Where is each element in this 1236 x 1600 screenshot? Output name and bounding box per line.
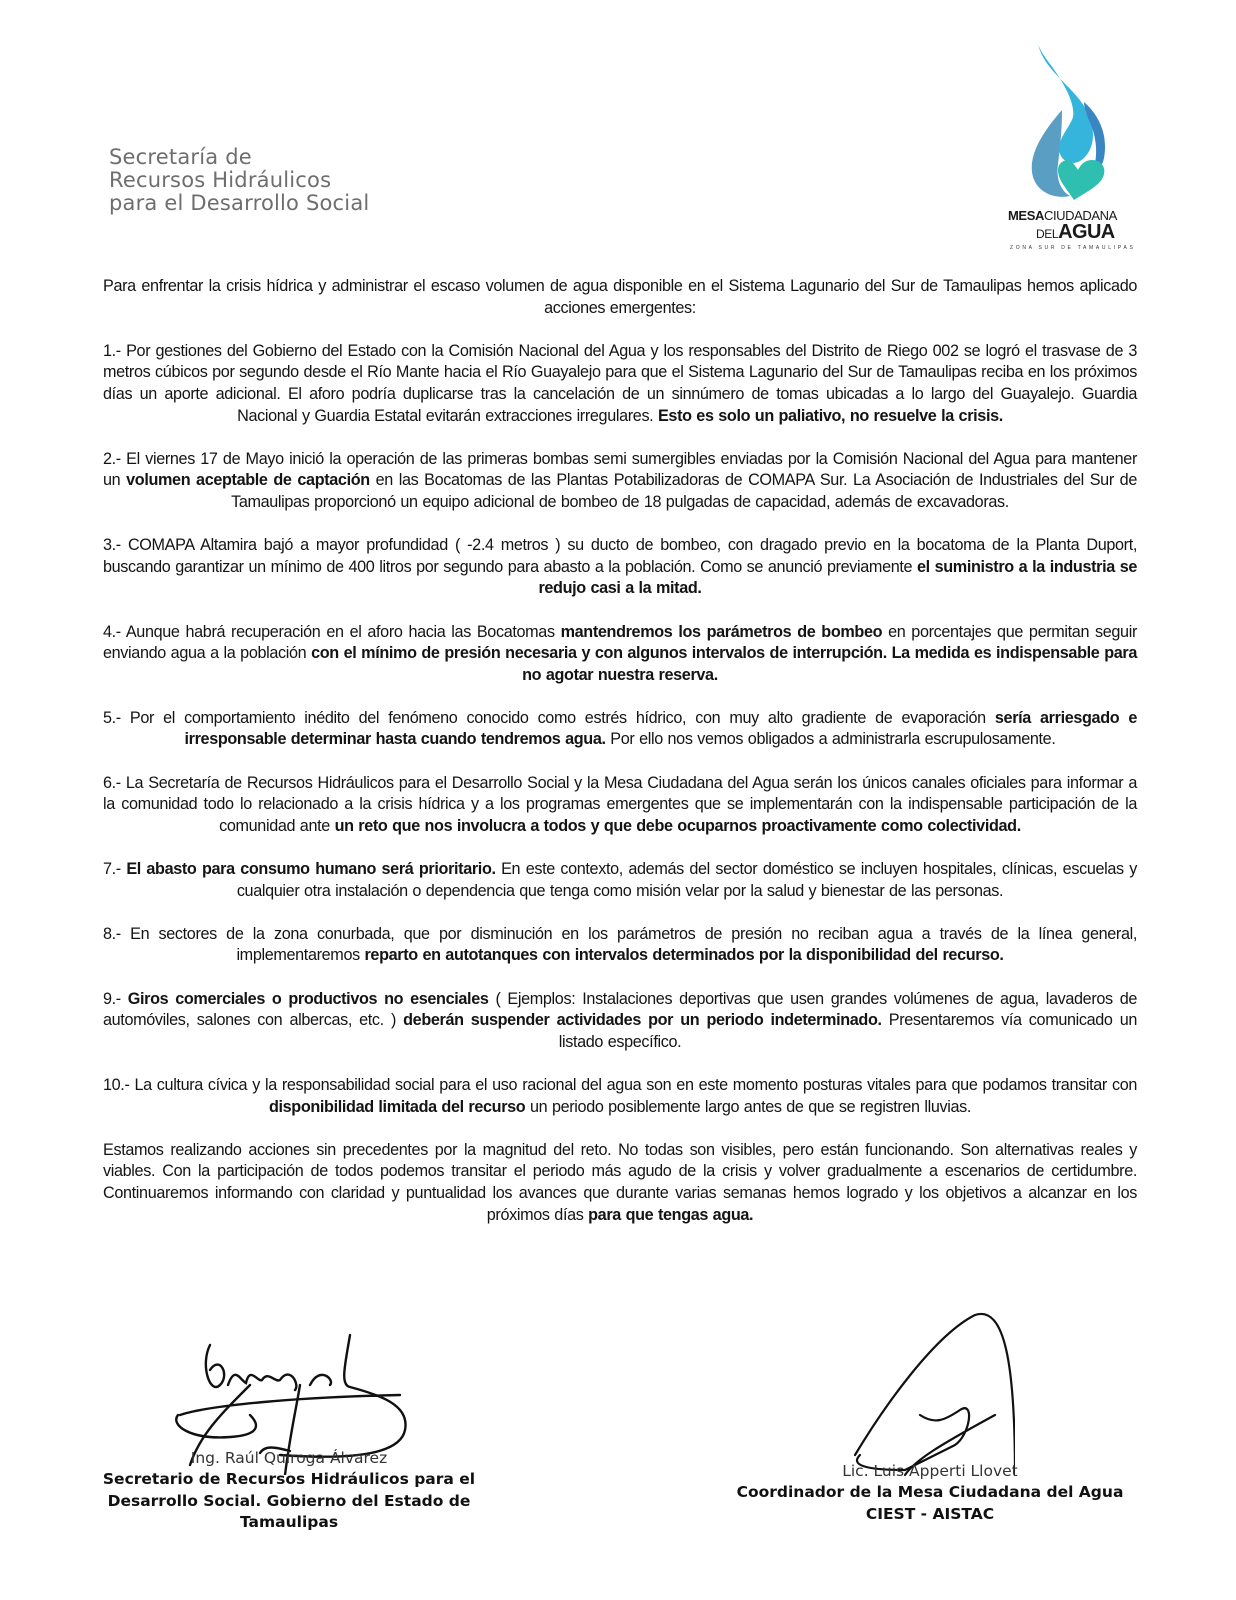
bold-text-segment: el suministro a la industria se redujo casi a la mitad.	[538, 557, 1138, 598]
bold-text-segment: Esto es solo un paliativo, no resuelve la crisis.	[657, 406, 1003, 425]
text-segment: Para enfrentar la crisis hídrica y administrar el escaso volumen de agua disponible en el Sistema Lagunario del Sur de Tamaulipas hemos aplicado acciones emergentes:	[103, 277, 1137, 317]
text-segment: Presentaremos vía comunicado un listado específico.	[558, 1011, 1138, 1051]
action-item-3	[103, 535, 1137, 600]
text-segment: en porcentajes que permitan seguir enviando agua a la población	[103, 622, 1137, 663]
intro-paragraph	[103, 276, 1137, 319]
bold-text-segment: El abasto para consumo humano será prioritario.	[126, 860, 496, 879]
text-segment: 1.- Por gestiones del Gobierno del Estado con la Comisión Nacional del Agua y los responsables del Distrito de Riego 002 se logró el trasvase de 3 metros cúbicos por segundo desde el Río Mante hacia el Río Guayalejo para que el Sistema Lagunario del Sur de Tamaulipas reciba en los próximos días un aporte adicional. El aforo podría duplicarse tras la cancelación de un sinnúmero de tomas ubicadas a lo largo del Guayalejo. Guardia Nacional y Guardia Estatal evitarán extracciones irregulares.	[103, 341, 1137, 425]
signatory-name-right: Lic. Luis Apperti Llovet	[842, 1462, 1018, 1480]
text-segment: un periodo posiblemente largo antes de que se registren lluvias.	[525, 1097, 972, 1116]
bold-text-segment: deberán suspender actividades por un periodo indeterminado.	[403, 1011, 882, 1030]
logo-agua: AGUA	[1058, 221, 1115, 243]
text-segment: 6.- La Secretaría de Recursos Hidráulicos para el Desarrollo Social y la Mesa Ciudadana del Agua serán los únicos canales oficiales para informar a la comunidad todo lo relacionado a la crisis hídrica y a los programas emergentes que se implementarán con la indispensable participación de la comunidad ante	[103, 773, 1137, 835]
text-segment: ( Ejemplos: Instalaciones deportivas que usen grandes volúmenes de agua, lavaderos de automóviles, salones con albercas, etc. )	[103, 989, 1138, 1030]
text-segment: 10.- La cultura cívica y la responsabilidad social para el uso racional del agua son en este momento posturas vitales para que podamos transitar con	[103, 1075, 1137, 1094]
mesa-ciudadana-logo	[1000, 40, 1140, 255]
logo-tagline: ZONA SUR DE TAMAULIPAS	[1010, 245, 1136, 251]
bold-text-segment: mantendremos los parámetros de bombeo	[560, 622, 883, 641]
text-segment: En este contexto, además del sector doméstico se incluyen hospitales, clínicas, escuelas y cualquier otra instalación o dependencia que tenga como misión velar por la salud y bienestar de las personas.	[236, 860, 1137, 900]
action-item-6	[103, 773, 1137, 838]
text-segment: Estamos realizando acciones sin precedentes por la magnitud del reto. No todas son visibles, pero están funcionando. Son alternativas reales y viables. Con la participación de todos podemos transitar el periodo más agudo de la crisis y volver gradualmente a escenarios de certidumbre. Continuaremos informando con claridad y puntualidad los avances que durante varias semanas hemos logrado y los objetivos a alcanzar en los próximos días	[103, 1140, 1137, 1224]
action-item-1	[103, 341, 1137, 427]
signatory-title-left-2: Desarrollo Social. Gobierno del Estado de	[107, 1491, 471, 1510]
organization-name	[109, 146, 369, 215]
closing-paragraph	[103, 1140, 1137, 1226]
text-segment: 5.- Por el comportamiento inédito del fenómeno conocido como estrés hídrico, con muy alto gradiente de evaporación	[103, 708, 995, 727]
logo-line-2	[1036, 221, 1115, 244]
bold-text-segment: disponibilidad limitada del recurso	[268, 1097, 526, 1116]
bold-text-segment: reparto en autotanques con intervalos determinados por la disponibilidad del recurso.	[364, 946, 1004, 965]
signatory-title-right-1: Coordinador de la Mesa Ciudadana del Agua	[736, 1483, 1124, 1501]
text-segment: 8.- En sectores de la zona conurbada, que por disminución en los parámetros de presión no reciban agua a través de la línea general, implementaremos	[103, 924, 1137, 965]
text-segment: en las Bocatomas de las Plantas Potabilizadoras de COMAPA Sur. La Asociación de Industriales del Sur de Tamaulipas proporcionó un equipo adicional de bombeo de 18 pulgadas de capacidad, además de excavadoras.	[231, 471, 1137, 511]
action-item-5	[103, 708, 1137, 751]
org-line-1: Secretaría de	[109, 145, 252, 169]
action-item-2	[103, 449, 1137, 514]
action-item-7	[103, 859, 1137, 902]
bold-text-segment: sería arriesgado e irresponsable determinar hasta cuando tendremos agua.	[184, 708, 1138, 749]
bold-text-segment: para que tengas agua.	[588, 1205, 754, 1224]
signature-right-stroke	[855, 1314, 1015, 1475]
text-segment: 4.- Aunque habrá recuperación en el aforo hacia las Bocatomas	[103, 622, 561, 641]
signatory-title-right-2: CIEST - AISTAC	[865, 1504, 995, 1523]
text-segment: Por ello nos vemos obligados a administrarla escrupulosamente.	[605, 730, 1056, 749]
text-segment: 3.- COMAPA Altamira bajó a mayor profundidad ( -2.4 metros ) su ducto de bombeo, con dragado previo en la bocatoma de la Planta Duport, buscando garantizar un mínimo de 400 litros por segundo para abasto a la población. Como se anunció previamente	[103, 536, 1137, 576]
signatory-title-left-3: Tamaulipas	[239, 1513, 339, 1531]
text-segment: 7.-	[103, 860, 127, 879]
org-line-2: Recursos Hidráulicos	[109, 168, 332, 192]
text-segment: 9.-	[103, 989, 128, 1008]
org-line-3: para el Desarrollo Social	[109, 191, 370, 215]
bold-text-segment: Giros comerciales o productivos no esenciales	[127, 989, 489, 1008]
signatory-title-left-1: Secretario de Recursos Hidráulicos para el	[102, 1470, 476, 1488]
bold-text-segment: con el mínimo de presión necesaria y con algunos intervalos de interrupción. La medida es indispensable para no agotar nuestra reserva.	[311, 644, 1137, 684]
signature-block-right	[720, 1461, 1140, 1525]
bold-text-segment: un reto que nos involucra a todos y que debe ocuparnos proactivamente como colectividad.	[334, 816, 1021, 835]
action-item-4	[103, 622, 1137, 687]
water-drop-heart-icon	[1000, 40, 1140, 205]
logo-mesa: MESA	[1008, 208, 1044, 223]
document-body	[103, 276, 1137, 1248]
logo-ciudadana: CIUDADANA	[1043, 208, 1117, 223]
action-item-10	[103, 1075, 1137, 1118]
signatory-name-left: Ing. Raúl Quiroga Álvarez	[190, 1449, 388, 1467]
logo-del: DEL	[1036, 227, 1059, 241]
action-item-9	[103, 989, 1137, 1054]
action-item-8	[103, 924, 1137, 967]
signature-block-left	[100, 1448, 478, 1534]
bold-text-segment: volumen aceptable de captación	[126, 471, 370, 490]
text-segment: 2.- El viernes 17 de Mayo inició la operación de las primeras bombas semi sumergibles enviadas por la Comisión Nacional del Agua para mantener un	[103, 449, 1137, 490]
